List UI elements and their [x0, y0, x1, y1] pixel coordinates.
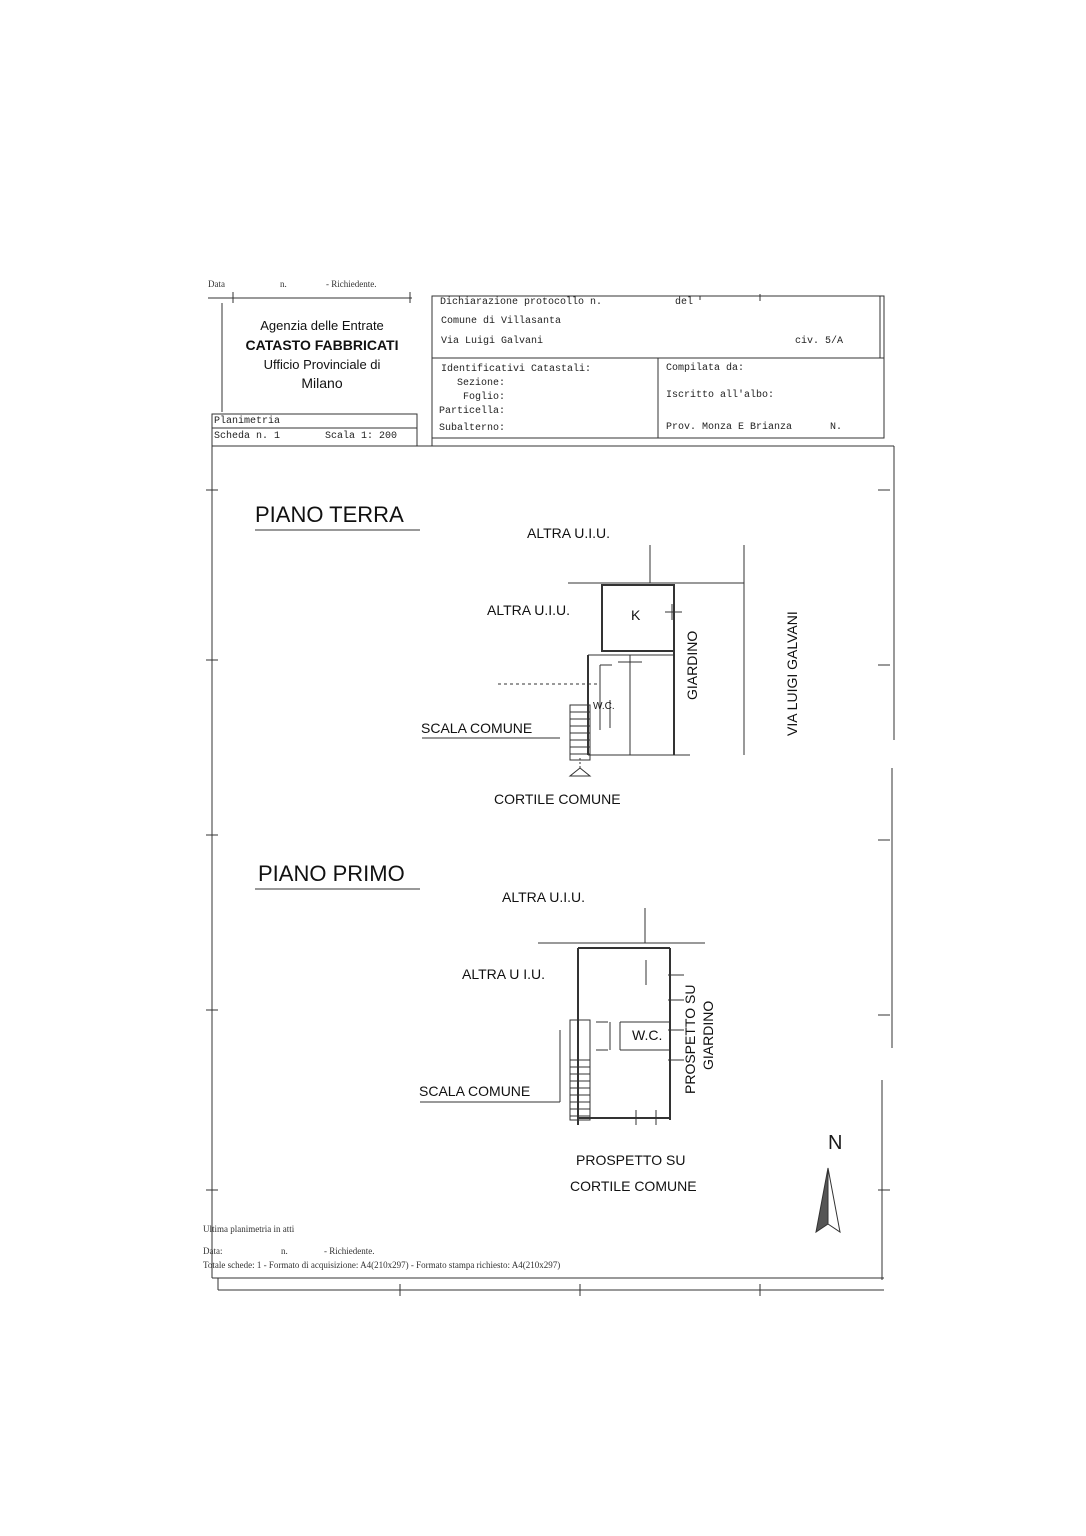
- pp-scala-comune-label: SCALA COMUNE: [419, 1083, 531, 1099]
- planimetria-label: Planimetria: [214, 416, 281, 427]
- pt-cortile-label: CORTILE COMUNE: [494, 791, 621, 807]
- n-number-label: N.: [830, 422, 843, 433]
- scheda-label: Scheda n. 1: [214, 431, 281, 442]
- particella-label: Particella:: [439, 406, 506, 417]
- footer-richiedente-label: - Richiedente.: [324, 1246, 375, 1256]
- north-arrow-icon: [816, 1168, 840, 1232]
- pp-prospetto-giardino-2: GIARDINO: [700, 1000, 716, 1070]
- pp-prospetto-cortile-2: CORTILE COMUNE: [570, 1178, 697, 1194]
- top-n-label: n.: [280, 279, 287, 289]
- piano-primo-title: PIANO PRIMO: [258, 861, 405, 886]
- sezione-label: Sezione:: [457, 378, 506, 389]
- agenzia-label: Agenzia delle Entrate: [260, 318, 384, 333]
- pt-kitchen-label: K: [631, 607, 641, 623]
- citta-label: Milano: [301, 375, 343, 391]
- pp-wc-label: W.C.: [632, 1027, 663, 1043]
- footer-n-label: n.: [281, 1246, 288, 1256]
- footer-ultima-label: Ultima planimetria in atti: [203, 1224, 295, 1234]
- pt-scala-comune-label: SCALA COMUNE: [421, 720, 533, 736]
- pp-altra-uiu-top: ALTRA U.I.U.: [502, 889, 585, 905]
- footer-data-label: Data:: [203, 1246, 223, 1256]
- identificativi-label: Identificativi Catastali:: [441, 364, 592, 375]
- pt-wc-label: W.C.: [593, 701, 615, 712]
- top-richiedente-label: - Richiedente.: [326, 279, 377, 289]
- pp-prospetto-giardino-1: PROSPETTO SU: [682, 984, 698, 1094]
- dichiarazione-label: Dichiarazione protocollo n.: [440, 297, 603, 308]
- comune-label: Comune di Villasanta: [441, 316, 562, 327]
- pt-altra-uiu-top: ALTRA U.I.U.: [527, 525, 610, 541]
- iscritto-label: Iscritto all'albo:: [666, 390, 775, 401]
- piano-terra-title: PIANO TERRA: [255, 502, 404, 527]
- del-label: del: [675, 297, 694, 308]
- catasto-label: CATASTO FABBRICATI: [245, 337, 399, 353]
- pt-altra-uiu-left: ALTRA U.I.U.: [487, 602, 570, 618]
- top-data-label: Data: [208, 279, 225, 289]
- civico-label: civ. 5/A: [795, 336, 844, 347]
- north-label: N: [828, 1132, 843, 1154]
- pp-altra-uiu-left: ALTRA U I.U.: [462, 966, 545, 982]
- footer-formato-label: Totale schede: 1 - Formato di acquisizione: A4(210x297) - Formato stampa richiesto: A4(210x297): [203, 1260, 561, 1270]
- prov-label: Prov. Monza E Brianza: [666, 422, 793, 433]
- ufficio-label: Ufficio Provinciale di: [263, 357, 381, 372]
- compilata-label: Compilata da:: [666, 363, 745, 374]
- via-label: Via Luigi Galvani: [441, 336, 544, 347]
- pp-prospetto-cortile-1: PROSPETTO SU: [576, 1152, 686, 1168]
- foglio-label: Foglio:: [463, 392, 506, 403]
- scala-label: Scala 1: 200: [325, 431, 398, 442]
- subalterno-label: Subalterno:: [439, 423, 506, 434]
- pt-via-label: VIA LUIGI GALVANI: [784, 611, 800, 736]
- pt-giardino-label: GIARDINO: [684, 630, 700, 700]
